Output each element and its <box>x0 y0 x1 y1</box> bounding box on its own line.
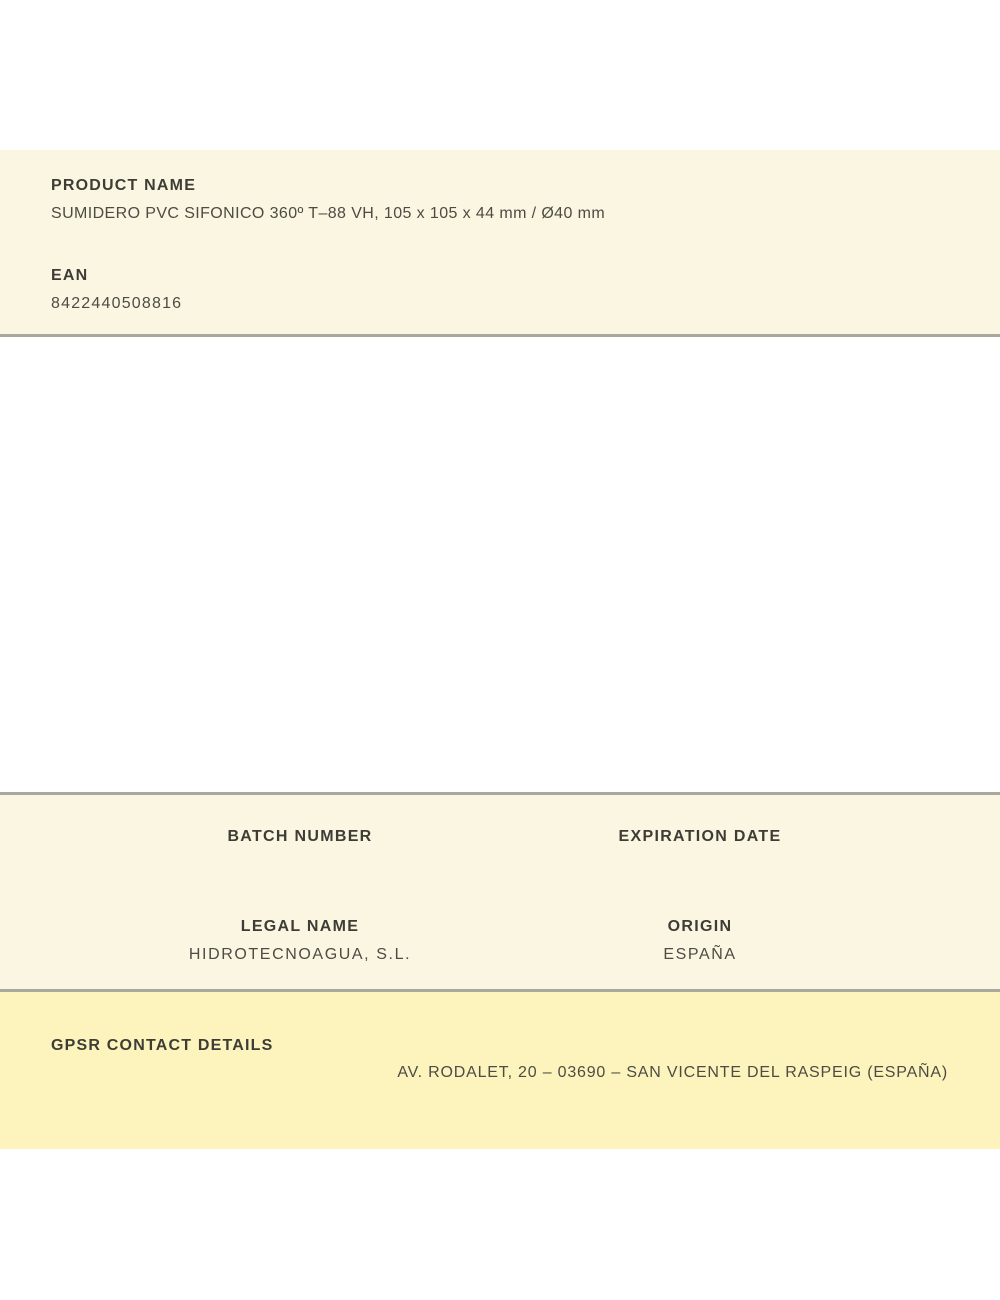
gpsr-address: AV. RODALET, 20 – 03690 – SAN VICENTE DEL RASPEIG (ESPAÑA) <box>397 1064 948 1081</box>
gpsr-heading: GPSR CONTACT DETAILS <box>51 1037 274 1054</box>
product-name-value: SUMIDERO PVC SIFONICO 360º T–88 VH, 105 x 105 x 44 mm / Ø40 mm <box>51 205 606 222</box>
batch-number-field <box>100 827 500 846</box>
legal-name-field <box>100 917 500 964</box>
batch-origin-section <box>0 792 1000 992</box>
origin-label: ORIGIN <box>667 918 733 935</box>
expiration-date-field <box>500 827 900 846</box>
ean-value: 8422440508816 <box>51 295 183 312</box>
batch-number-label: BATCH NUMBER <box>227 828 373 845</box>
ean-label: EAN <box>51 267 89 284</box>
gpsr-section <box>0 992 1000 1149</box>
expiration-date-label: EXPIRATION DATE <box>618 828 782 845</box>
product-name-field <box>51 176 949 223</box>
origin-value: ESPAÑA <box>663 946 737 963</box>
origin-field <box>500 917 900 964</box>
legal-name-label: LEGAL NAME <box>240 918 360 935</box>
batch-origin-grid <box>100 827 900 964</box>
ean-field <box>51 266 949 313</box>
legal-name-value: HIDROTECNOAGUA, S.L. <box>188 946 412 963</box>
product-name-label: PRODUCT NAME <box>51 177 197 194</box>
product-info-section <box>0 150 1000 337</box>
